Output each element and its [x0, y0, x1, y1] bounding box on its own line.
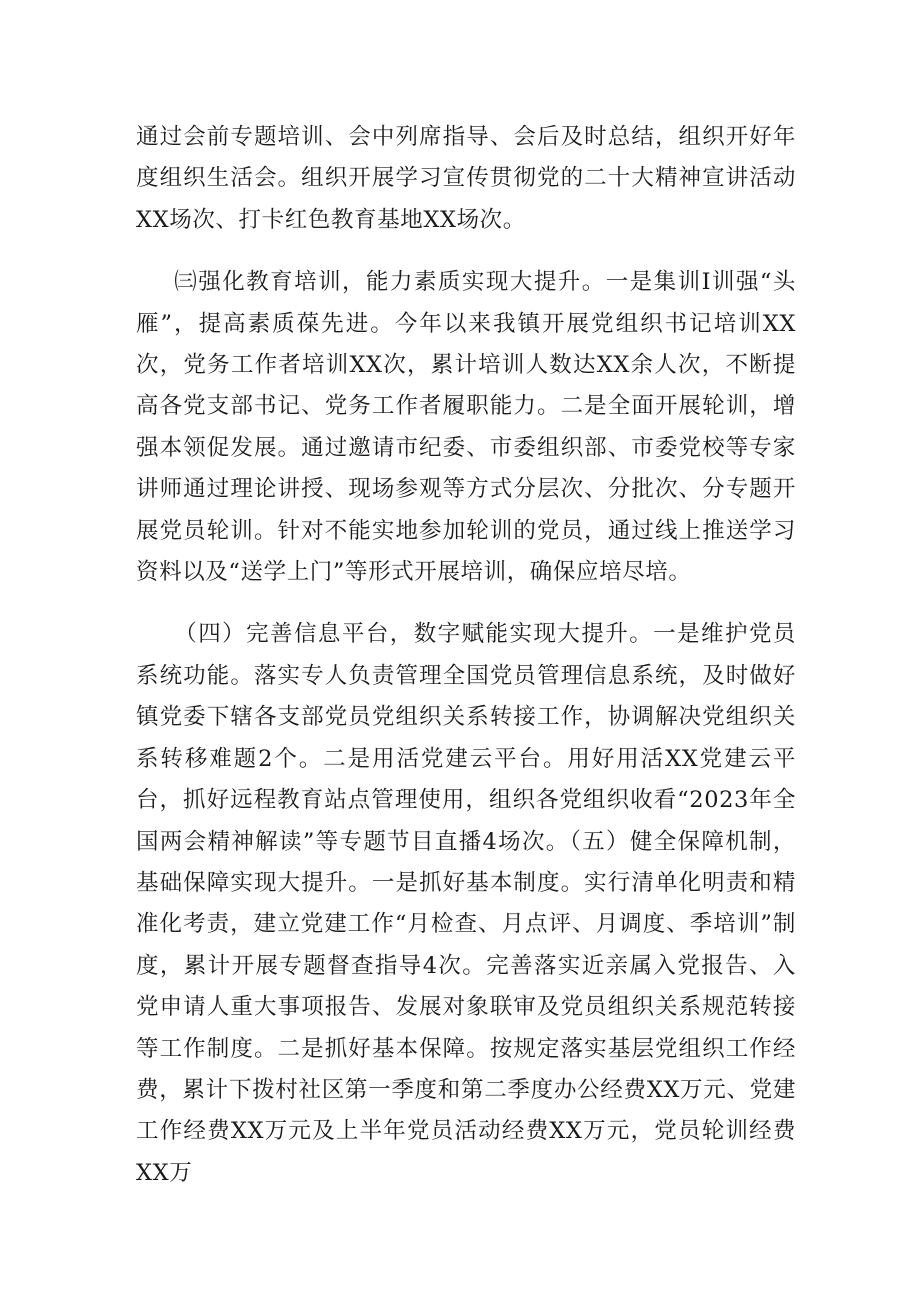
paragraph-information-platform: （四）完善信息平台，数字赋能实现大提升。一是维护党员系统功能。落实专人负责管理全国党员管理信息系统，及时做好镇党委下辖各支部党员党组织关系转接工作，协调解决党组织关系转移难题2个。二是用活党建云平台。用好用活XX党建云平台，抓好远程教育站点管理使用，组织各党组织收看“2023年全国两会精神解读”等专题节目直播4场次。（五）健全保障机制，基础保障实现大提升。一是抓好基本制度。实行清单化明责和精准化考责，建立党建工作“月检查、月点评、月调度、季培训”制度，累计开展专题督查指导4次。完善落实近亲属入党报告、入党申请人重大事项报告、发展对象联审及党员组织关系规范转接等工作制度。二是抓好基本保障。按规定落实基层党组织工作经费，累计下拨村社区第一季度和第二季度办公经费XX万元、党建工作经费XX万元及上半年党员活动经费XX万元，党员轮训经费XX万	[136, 621, 796, 1186]
paragraph-continued: 通过会前专题培训、会中列席指导、会后及时总结，组织开好年度组织生活会。组织开展学习宣传贯彻党的二十大精神宣讲活动XX场次、打卡红色教育基地XX场次。	[136, 124, 796, 233]
document-body	[136, 117, 796, 1194]
paragraph-education-training: ㈢强化教育培训，能力素质实现大提升。一是集训I训强“头雁”，提高素质葆先进。今年以来我镇开展党组织书记培训XX次，党务工作者培训XX次，累计培训人数达XX余人次，不断提高各党支部书记、党务工作者履职能力。二是全面开展轮训，增强本领促发展。通过邀请市纪委、市委组织部、市委党校等专家讲师通过理论讲授、现场参观等方式分层次、分批次、分专题开展党员轮训。针对不能实地参加轮训的党员，通过线上推送学习资料以及“送学上门”等形式开展培训，确保应培尽培。	[136, 269, 796, 586]
